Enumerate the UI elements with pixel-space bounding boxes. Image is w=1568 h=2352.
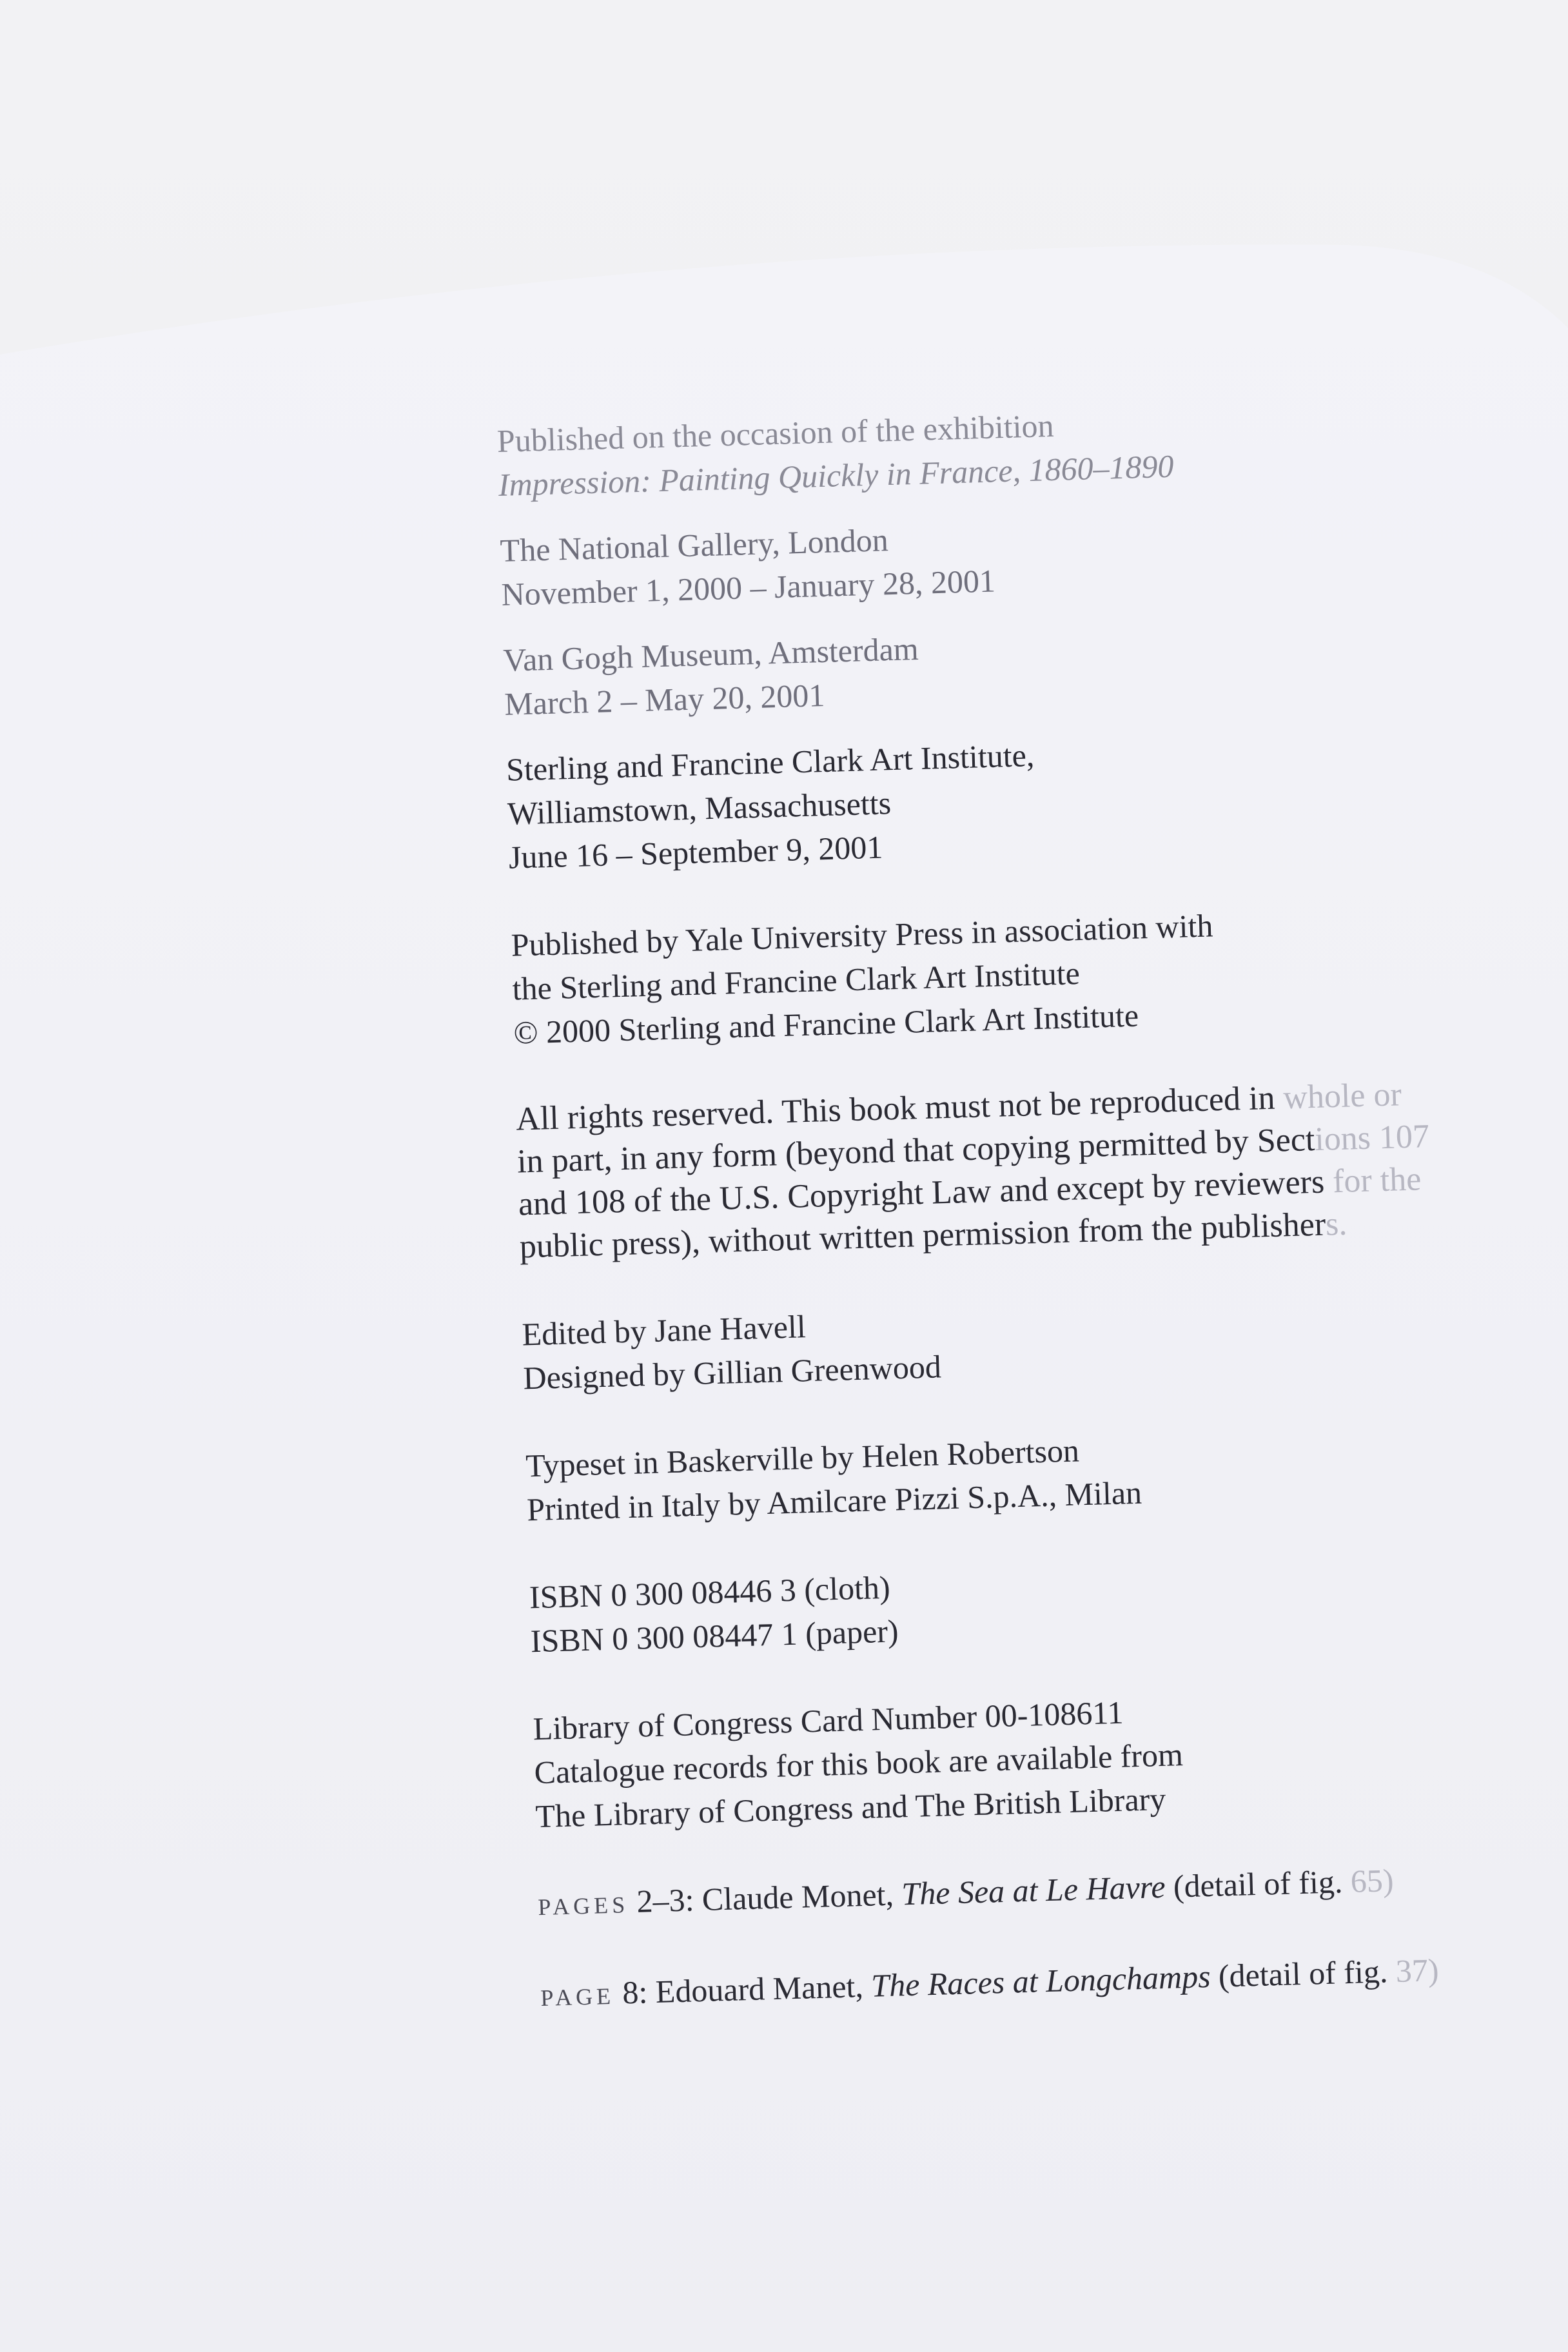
exhibition-title: Impression: Painting Quickly in France, 1860–1890	[498, 447, 1175, 503]
caption-detail: (detail of fig.	[1173, 1863, 1344, 1905]
caption-detail-faded: 65)	[1349, 1862, 1395, 1899]
publisher-line: Published by Yale University Press in association with	[511, 907, 1214, 963]
isbn-paper: ISBN 0 300 08447 1 (paper)	[530, 1612, 899, 1660]
caption-title: The Sea at Le Havre	[901, 1868, 1166, 1912]
credits	[522, 1284, 1529, 1400]
rights-text-faded: s.	[1325, 1205, 1348, 1243]
caption-label: PAGE	[540, 1983, 615, 2012]
caption-pages: 8:	[622, 1974, 649, 2011]
caption-artist: Claude Monet,	[701, 1876, 894, 1917]
venue-dates: November 1, 2000 – January 28, 2001	[500, 562, 996, 612]
caption-artist: Edouard Manet,	[655, 1968, 864, 2010]
caption-title: The Races at Longchamps	[870, 1958, 1211, 2004]
rights-text-faded: whole or	[1282, 1076, 1402, 1117]
caption-pages-2-3	[537, 1854, 1544, 1930]
typeset-credit: Typeset in Baskerville by Helen Robertson	[525, 1432, 1080, 1484]
designer-credit: Designed by Gillian Greenwood	[522, 1348, 942, 1396]
library-line: Library of Congress Card Number 00-108611	[532, 1694, 1124, 1747]
venue-williamstown	[505, 720, 1514, 879]
venue-name: Van Gogh Museum, Amsterdam	[502, 630, 919, 678]
rights-statement	[515, 1070, 1525, 1268]
caption-pages: 2–3:	[636, 1881, 695, 1919]
rights-text-faded: ions 107	[1314, 1118, 1430, 1158]
copyright-line: © 2000 Sterling and Francine Clark Art Institute	[513, 997, 1139, 1051]
rights-text-faded: for the	[1332, 1161, 1422, 1200]
venue-dates: March 2 – May 20, 2001	[504, 676, 826, 722]
rights-text: and 108 of the U.S. Copyright Law and except by reviewers	[518, 1163, 1333, 1223]
library-line: Catalogue records for this book are available from	[533, 1736, 1184, 1791]
isbn-block	[529, 1547, 1536, 1663]
rights-text: in part, in any form (beyond that copying permitted by Sect	[516, 1121, 1316, 1181]
caption-line	[537, 1854, 1544, 1930]
copyright-page-text	[496, 391, 1547, 2042]
venue-amsterdam	[502, 610, 1510, 726]
library-line: The Library of Congress and The British Library	[534, 1780, 1166, 1835]
caption-detail-faded: 37)	[1395, 1952, 1440, 1989]
caption-label: PAGES	[537, 1892, 629, 1921]
editor-credit: Edited by Jane Havell	[521, 1308, 807, 1353]
venue-dates: June 16 – September 9, 2001	[508, 828, 884, 876]
venue-name: Sterling and Francine Clark Art Institute,	[505, 736, 1035, 788]
publisher-line: the Sterling and Francine Clark Art Institute	[511, 955, 1081, 1007]
caption-line	[540, 1945, 1546, 2021]
venue-name: The National Gallery, London	[499, 522, 889, 569]
isbn-cloth: ISBN 0 300 08446 3 (cloth)	[529, 1569, 891, 1616]
venue-london	[500, 500, 1507, 616]
printer-credit: Printed in Italy by Amilcare Pizzi S.p.A., Milan	[526, 1474, 1142, 1528]
rights-text: public press), without written permission from the publisher	[519, 1206, 1326, 1266]
rights-text: All rights reserved. This book must not be reproduced in	[515, 1079, 1284, 1138]
production-credits	[525, 1416, 1533, 1532]
exhibition-line: Published on the occasion of the exhibition	[496, 407, 1055, 459]
venue-location: Williamstown, Massachusetts	[507, 785, 892, 832]
publisher-note	[511, 895, 1520, 1054]
library-block	[533, 1679, 1542, 1838]
caption-page-8	[540, 1945, 1546, 2021]
caption-detail: (detail of fig.	[1218, 1953, 1389, 1994]
